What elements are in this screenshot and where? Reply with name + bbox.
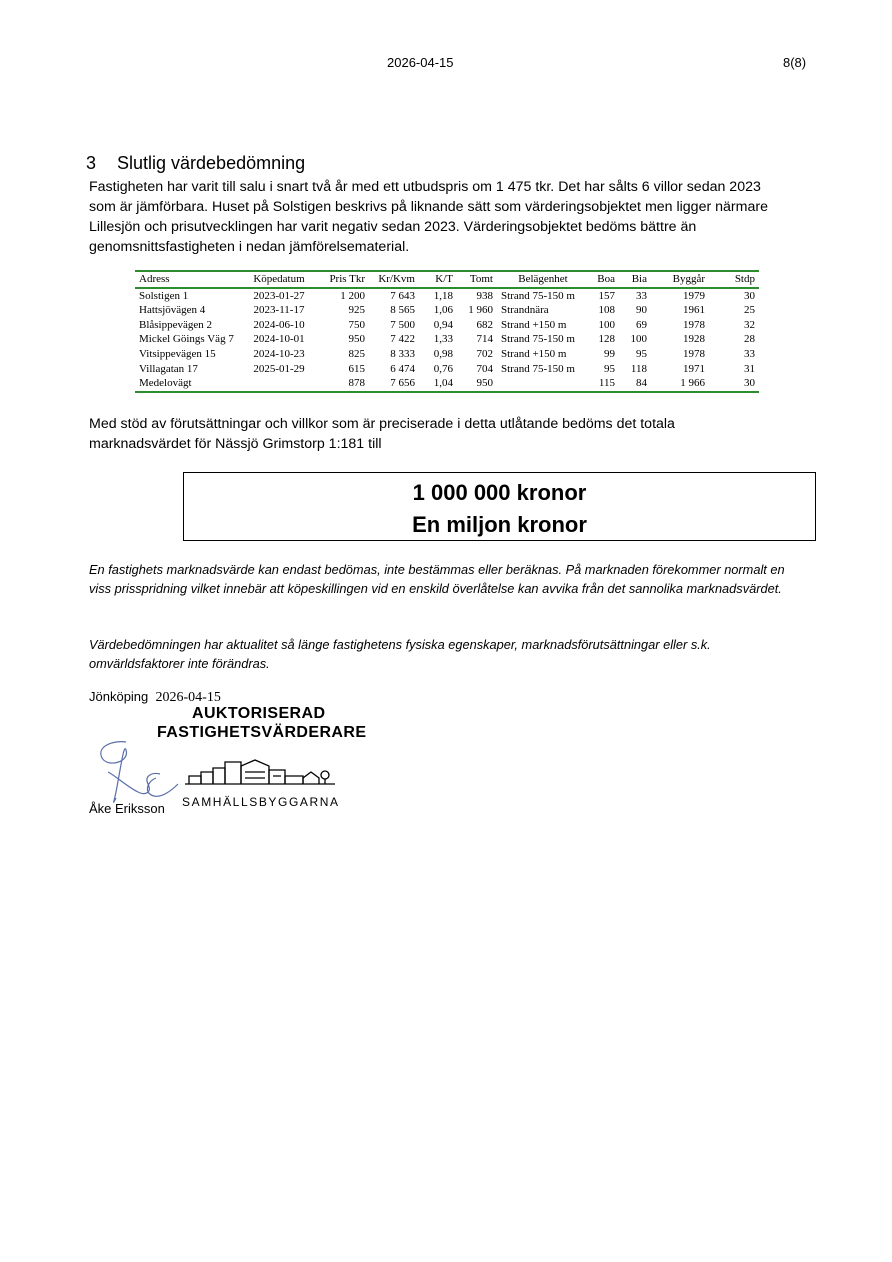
cell-adress: Vitsippevägen 15 — [139, 347, 216, 360]
cell-kt: 0,76 — [433, 362, 453, 375]
cell-stdp: 30 — [744, 377, 755, 390]
cell-pris: 950 — [348, 333, 365, 346]
cell-kopedatum: 2023-01-27 — [253, 289, 305, 302]
cell-byggar: 1971 — [683, 362, 705, 375]
cell-kr-kvm: 7 643 — [390, 289, 415, 302]
table-row — [135, 362, 759, 377]
market-value-amount: 1 000 000 kronor — [412, 480, 587, 505]
cell-belagenhet: Strand +150 m — [501, 347, 567, 360]
cell-belagenhet: Strand 75-150 m — [501, 289, 575, 302]
cell-belagenhet: Strandnära — [501, 304, 549, 317]
cell-kr-kvm: 8 565 — [390, 304, 415, 317]
cell-boa: 99 — [604, 347, 615, 360]
col-header-byggar: Byggår — [672, 273, 705, 285]
cell-pris: 925 — [348, 304, 365, 317]
section-title-text: Slutlig värdebedömning — [117, 153, 306, 173]
cell-byggar: 1 966 — [680, 377, 705, 390]
cell-tomt: 1 960 — [468, 304, 493, 317]
section-number: 3 — [86, 153, 97, 173]
col-header-pris: Pris Tkr — [329, 273, 365, 285]
cell-pris: 825 — [348, 347, 365, 360]
cell-stdp: 28 — [744, 333, 755, 346]
table-row — [135, 332, 759, 347]
cell-kr-kvm: 7 656 — [390, 377, 415, 390]
cell-bia: 100 — [630, 333, 647, 346]
cell-stdp: 30 — [744, 289, 755, 302]
cell-adress: Blåsippevägen 2 — [139, 318, 213, 331]
cell-bia: 84 — [636, 377, 647, 390]
cell-boa: 128 — [598, 333, 615, 346]
disclaimer-note: En fastighets marknadsvärde kan endast bedömas, inte bestämmas eller beräknas. På marknaden förekommer normalt en viss prisspridning vilket innebär att köpeskillingen vid en enskild överlåtelse kan avvika från det sannolika marknadsvärdet. — [89, 562, 785, 596]
col-header-adress: Adress — [139, 273, 170, 285]
cell-tomt: 702 — [476, 347, 493, 360]
market-value-words: En miljon kronor — [412, 512, 587, 537]
cell-adress: Mickel Göings Väg 7 — [139, 333, 234, 346]
cell-kr-kvm: 7 500 — [390, 318, 415, 331]
cell-average-label: Medelovägt — [139, 377, 192, 390]
validity-note: Värdebedömningen har aktualitet så länge fastighetens fysiska egenskaper, marknadsförutsättningar eller s.k. omvärldsfaktorer inte förändras. — [89, 637, 711, 671]
cell-kt: 0,98 — [433, 347, 453, 360]
cell-kt: 1,06 — [433, 304, 453, 317]
city-skyline-logo — [185, 758, 337, 792]
cell-pris: 878 — [348, 377, 365, 390]
signoff-place-date — [89, 689, 221, 706]
col-header-tomt: Tomt — [469, 273, 493, 285]
cell-stdp: 33 — [744, 347, 755, 360]
cell-pris: 1 200 — [340, 289, 365, 302]
cell-pris: 615 — [348, 362, 365, 375]
cell-tomt: 682 — [476, 318, 493, 331]
cell-adress: Villagatan 17 — [139, 362, 198, 375]
cell-tomt: 704 — [476, 362, 493, 375]
cell-byggar: 1928 — [683, 333, 705, 346]
comparison-table — [135, 270, 759, 393]
cell-belagenhet: Strand +150 m — [501, 318, 567, 331]
cell-stdp: 32 — [744, 318, 755, 331]
cell-boa: 157 — [598, 289, 615, 302]
cell-pris: 750 — [348, 318, 365, 331]
cell-boa: 108 — [598, 304, 615, 317]
cell-belagenhet: Strand 75-150 m — [501, 333, 575, 346]
cell-kr-kvm: 7 422 — [390, 333, 415, 346]
certification-stamp-line1: AUKTORISERAD — [192, 705, 326, 722]
cell-boa: 95 — [604, 362, 615, 375]
cell-bia: 69 — [636, 318, 647, 331]
conclusion-paragraph: Med stöd av förutsättningar och villkor som är preciserade i detta utlåtande bedöms det totala marknadsvärdet för Nässjö Grimstorp 1:181 till — [89, 416, 675, 452]
cell-byggar: 1979 — [683, 289, 705, 302]
cell-tomt: 950 — [476, 377, 493, 390]
cell-boa: 100 — [598, 318, 615, 331]
cell-tomt: 714 — [476, 333, 493, 346]
table-row — [135, 318, 759, 333]
col-header-belagenhet: Belägenhet — [518, 273, 568, 285]
cell-kopedatum: 2024-10-01 — [253, 333, 305, 346]
cell-stdp: 25 — [744, 304, 755, 317]
cell-adress: Hattsjövägen 4 — [139, 304, 206, 317]
section-title — [86, 153, 305, 174]
cell-bia: 118 — [630, 362, 647, 375]
header-date: 2026-04-15 — [387, 55, 454, 70]
cell-kr-kvm: 6 474 — [390, 362, 415, 375]
handwritten-signature — [86, 732, 196, 812]
cell-boa: 115 — [598, 377, 615, 390]
signoff-date: 2026-04-15 — [155, 690, 221, 705]
cell-kopedatum: 2024-10-23 — [253, 347, 305, 360]
cell-belagenhet — [497, 376, 589, 392]
cell-kopedatum: 2024-06-10 — [253, 318, 305, 331]
col-header-kt: K/T — [435, 273, 453, 285]
cell-byggar: 1978 — [683, 347, 705, 360]
signer-name: Åke Eriksson — [89, 801, 165, 816]
cell-kopedatum — [247, 376, 311, 392]
col-header-stdp: Stdp — [734, 273, 755, 285]
cell-kopedatum: 2023-11-17 — [253, 304, 305, 317]
cell-kr-kvm: 8 333 — [390, 347, 415, 360]
table-row — [135, 288, 759, 304]
table-row — [135, 347, 759, 362]
cell-kopedatum: 2025-01-29 — [253, 362, 305, 375]
certification-stamp-line2: FASTIGHETSVÄRDERARE — [157, 724, 367, 741]
col-header-bia: Bia — [631, 273, 647, 285]
cell-tomt: 938 — [476, 289, 493, 302]
cell-byggar: 1961 — [683, 304, 705, 317]
cell-kt: 1,04 — [433, 377, 453, 390]
header-page-number: 8(8) — [783, 55, 807, 70]
cell-byggar: 1978 — [683, 318, 705, 331]
cell-bia: 33 — [636, 289, 647, 302]
signoff-place: Jönköping — [89, 689, 149, 704]
col-header-kopedatum: Köpedatum — [253, 273, 305, 285]
cell-kt: 1,18 — [433, 289, 453, 302]
cell-kt: 1,33 — [433, 333, 453, 346]
cell-kt: 0,94 — [433, 318, 453, 331]
organization-logo-text: SAMHÄLLSBYGGARNA — [182, 795, 340, 809]
table-average-row — [135, 376, 759, 392]
col-header-kr-kvm: Kr/Kvm — [378, 273, 415, 285]
cell-belagenhet: Strand 75-150 m — [501, 362, 575, 375]
cell-bia: 95 — [636, 347, 647, 360]
market-value-box — [183, 472, 816, 541]
table-row — [135, 303, 759, 318]
intro-paragraph: Fastigheten har varit till salu i snart två år med ett utbudspris om 1 475 tkr. Det har sålts 6 villor sedan 2023 som är jämförbara. Huset på Solstigen beskrivs på liknande sätt som värderingsobjektet men ligger närmare Lillesjön och prisutvecklingen har varit negativ sedan 2023. Värderingsobjektet bedöms bättre än genomsnittsfastigheten i nedan jämförelsematerial. — [89, 179, 768, 255]
col-header-boa: Boa — [597, 273, 615, 285]
table-header-row — [135, 271, 759, 288]
cell-adress: Solstigen 1 — [139, 289, 189, 302]
cell-bia: 90 — [636, 304, 647, 317]
cell-stdp: 31 — [744, 362, 755, 375]
